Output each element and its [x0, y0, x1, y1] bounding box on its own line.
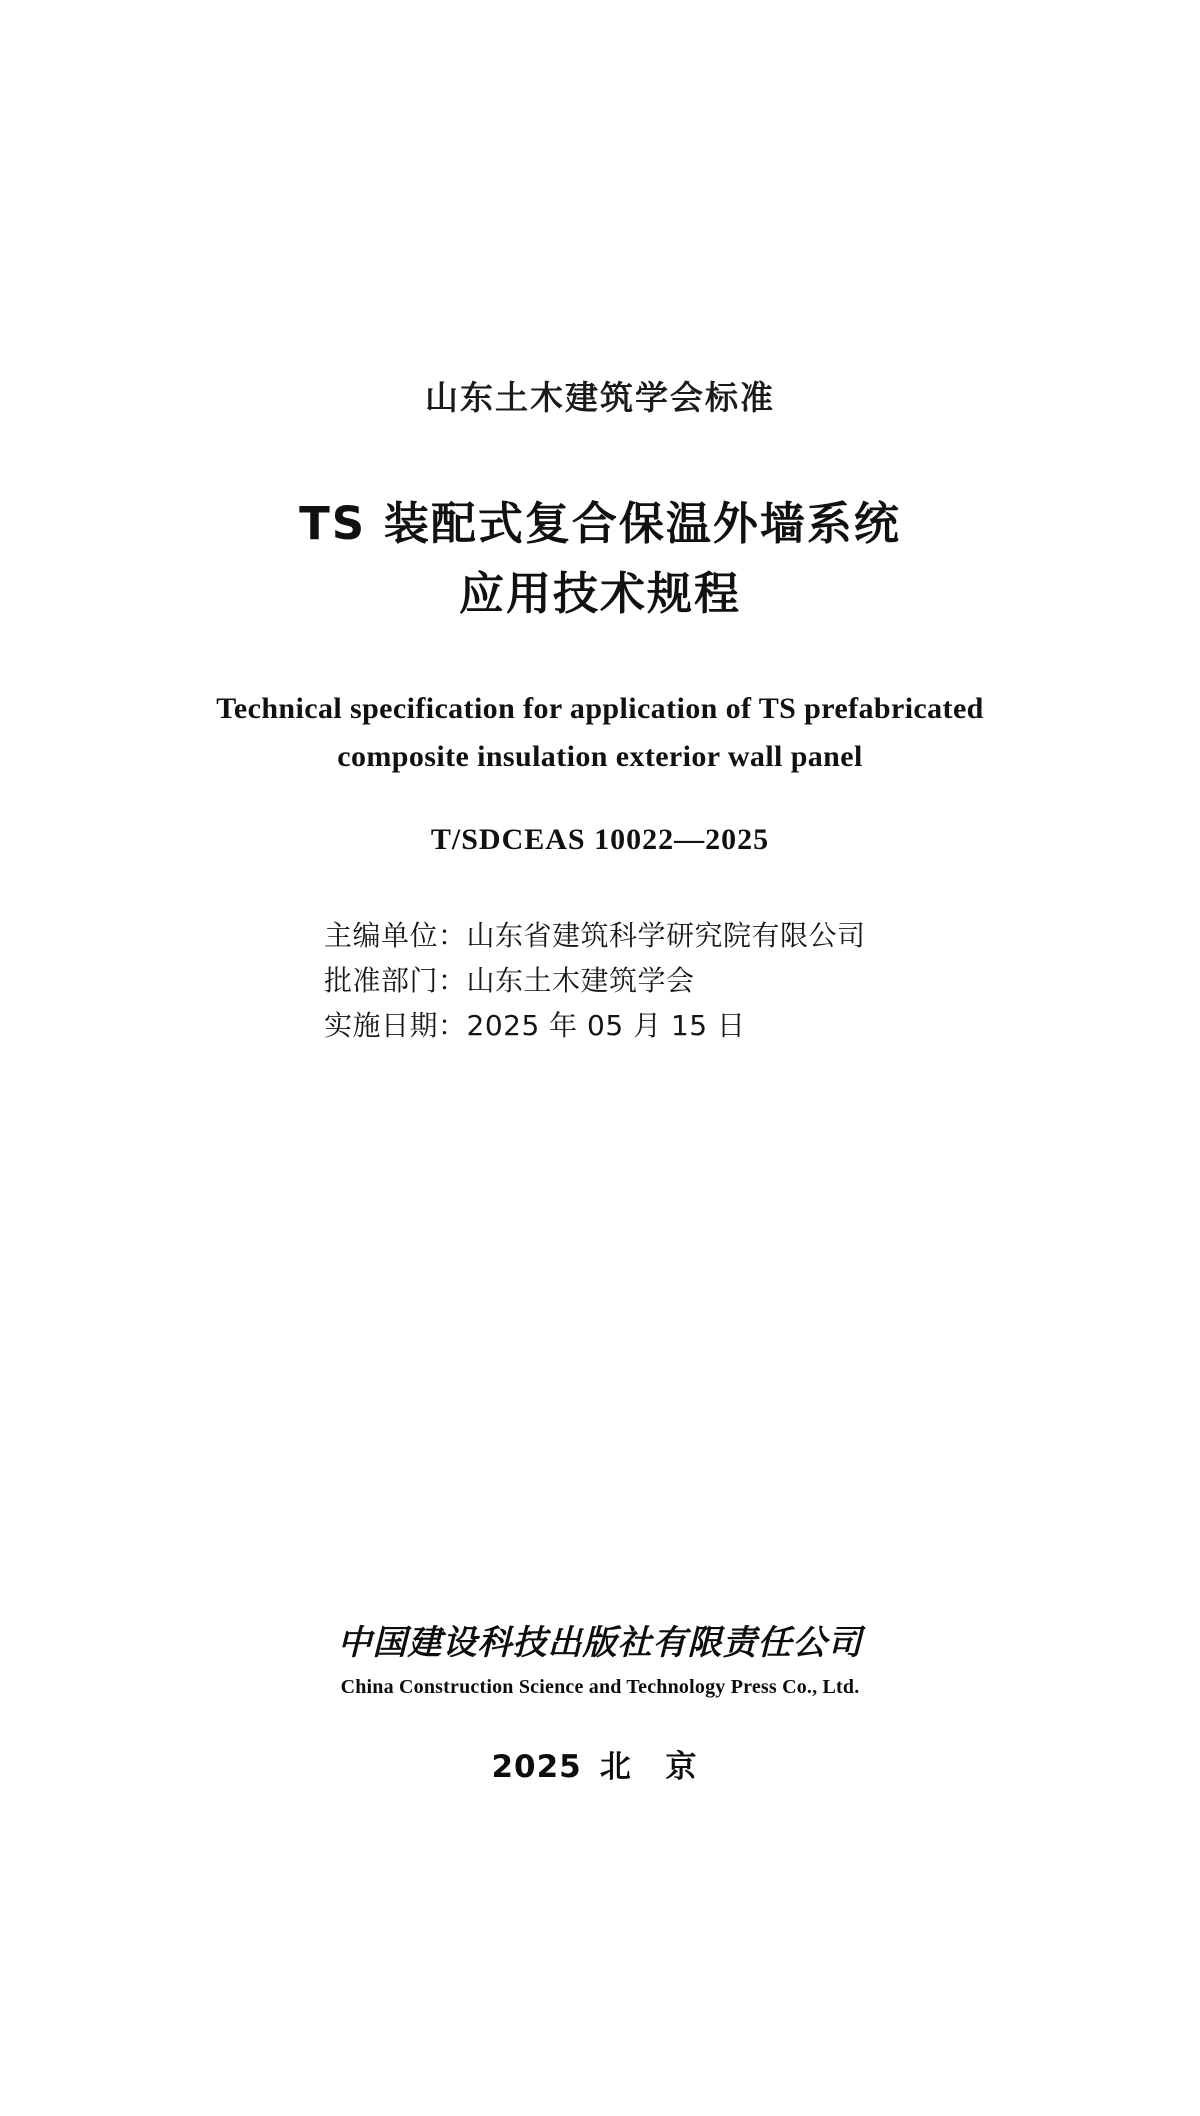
publisher-name-en: China Construction Science and Technology Press Co., Ltd. — [340, 1676, 860, 1698]
document-metadata — [316, 913, 884, 1049]
publisher-block — [0, 1615, 1200, 1786]
metadata-implementation-date: 实施日期：2025 年 05 月 15 日 — [324, 1009, 746, 1043]
document-english-title-line-1: Technical specification for application of TS prefabricated — [216, 691, 984, 725]
metadata-approval-department: 批准部门：山东土木建筑学会 — [324, 963, 695, 997]
document-title-line-2: 应用技术规程 — [458, 566, 741, 620]
standard-code: T/SDCEAS 10022—2025 — [430, 822, 770, 856]
society-standard-label: 山东土木建筑学会标准 — [425, 378, 775, 417]
document-english-title-line-2: composite insulation exterior wall panel — [337, 739, 863, 773]
publisher-name-cn: 中国建设科技出版社有限责任公司 — [337, 1623, 863, 1663]
imprint-year: 2025 — [491, 1749, 582, 1785]
imprint-line — [0, 1741, 1200, 1786]
imprint-city: 北 京 — [599, 1749, 709, 1785]
document-english-title — [0, 685, 1200, 781]
document-cover-page — [0, 372, 1200, 2116]
document-title — [0, 489, 1200, 629]
document-title-line-1: TS 装配式复合保温外墙系统 — [299, 497, 901, 550]
metadata-chief-editor-unit: 主编单位：山东省建筑科学研究院有限公司 — [324, 918, 866, 952]
